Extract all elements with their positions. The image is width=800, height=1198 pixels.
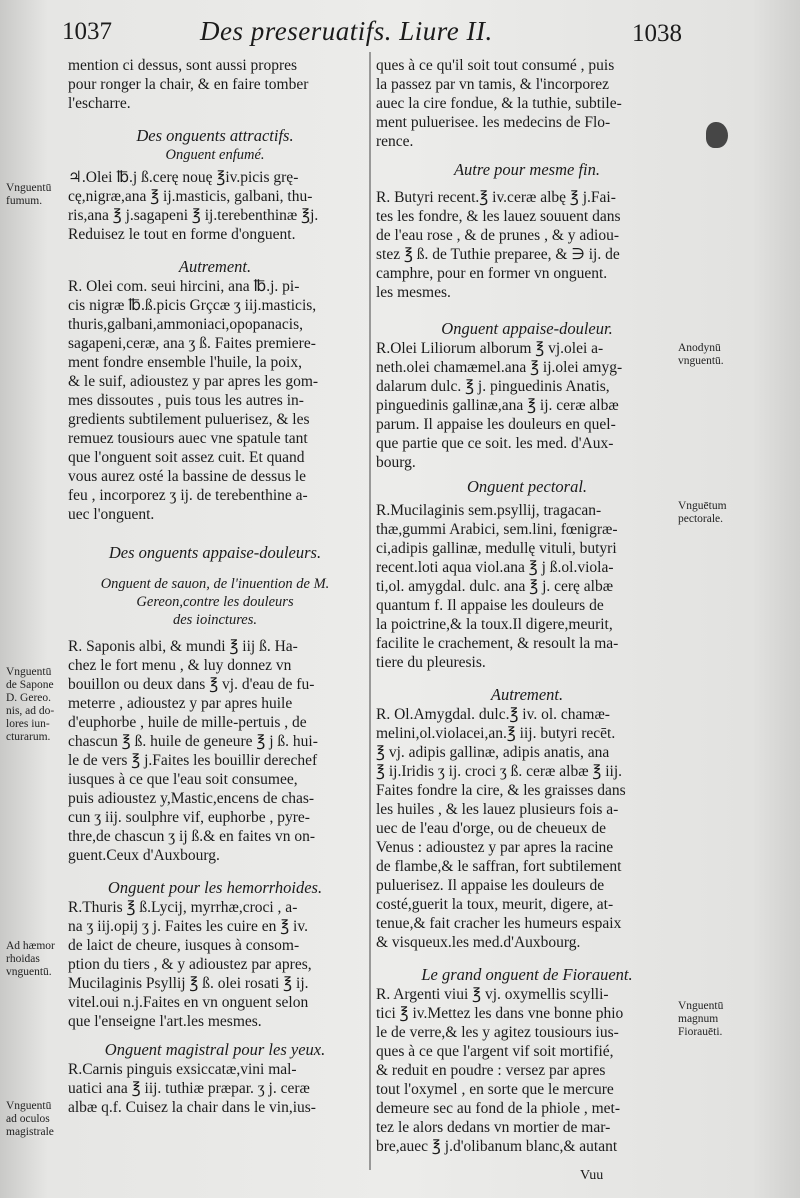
text-line: bre,auec ℥ j.d'olibanum blanc,& autant — [376, 1138, 618, 1155]
text-line: R. Argenti viui ℥ vj. oxymellis scylli- — [376, 986, 609, 1003]
margin-note-line: Fiorauēti. — [678, 1026, 723, 1038]
text-line: de flambe,& le saffran, fort subtilement — [376, 858, 622, 875]
recipe-title-sauon — [68, 575, 362, 629]
section-heading-appaise-douleurs: Des onguents appaise-douleurs. — [108, 543, 322, 562]
text-line: mes dissoutes , puis tous les autres in- — [68, 392, 304, 409]
text-line: ment fondre ensemble l'huile, la poix, — [68, 354, 302, 371]
margin-note-line: nis, ad do- — [6, 705, 55, 717]
recipe-title-appaise: Onguent appaise-douleur. — [441, 319, 613, 338]
text-line: thre,de chascun ʒ ij ß.& en faites vn on- — [68, 828, 316, 845]
recipe-text-fioravent — [376, 985, 678, 1156]
page-number-right: 1038 — [632, 20, 682, 47]
page-number-left: 1037 — [62, 18, 112, 45]
text-line: l'escharre. — [68, 95, 131, 112]
recipe-title-hemorrhoides: Onguent pour les hemorrhoides. — [107, 878, 323, 897]
text-line: tes les fondre, & les lauez souuent dans — [376, 208, 621, 225]
text-line: tici ℥ iv.Mettez les dans vne bonne phio — [376, 1005, 624, 1022]
left-column — [68, 56, 362, 1117]
margin-note-oculos — [6, 1100, 54, 1139]
recipe-title-line: des ioinctures. — [172, 612, 258, 628]
margin-note-line: de Sapone — [6, 679, 54, 691]
margin-note-line: Vnguentū — [6, 182, 52, 194]
text-line: R. Butyri recent.℥ iv.ceræ albę ℥ j.Fai- — [376, 189, 616, 206]
text-line: Reduisez le tout en forme d'onguent. — [68, 226, 296, 243]
recipe-title-autrement-1: Autrement. — [178, 257, 252, 276]
text-line: cis nigræ ℔.ß.picis Grçcæ ʒ iij.masticis, — [68, 297, 317, 314]
margin-note-line: Vnguentū — [6, 1100, 52, 1112]
text-line: R.Olei Liliorum alborum ℥ vj.olei a- — [376, 340, 604, 357]
text-line: costé,guerit la toux, meurit, digere, at- — [376, 896, 614, 913]
left-intro — [68, 56, 362, 113]
text-line: demeure sec au fond de la phiole , met- — [376, 1100, 621, 1117]
text-line: na ʒ iij.opij ʒ j. Faites les cuire en ℥ iv. — [68, 918, 308, 935]
right-intro — [376, 56, 678, 151]
text-line: uec l'onguent. — [68, 506, 155, 523]
text-line: tout l'oxymel , en sorte que le mercure — [376, 1081, 614, 1098]
text-line: bourg. — [376, 454, 416, 471]
text-line: & visqueux.les med.d'Auxbourg. — [376, 934, 581, 951]
text-line: iusques à ce que l'eau soit consumee, — [68, 771, 298, 788]
recipe-title-line: Gereon,contre les douleurs — [136, 594, 294, 610]
margin-note-line: vnguentū. — [678, 355, 724, 367]
text-line: melini,ol.violacei,an.℥ iij. butyri recēt. — [376, 725, 616, 742]
signature-mark: Vuu — [580, 1168, 604, 1183]
text-line: auec la cire fondue, & la tuthie, subtile- — [376, 95, 622, 112]
text-line: tiere du pleuresis. — [376, 654, 486, 671]
text-line: vitel.oui n.j.Faites en vn onguent selon — [68, 994, 309, 1011]
text-line: Venus : adioustez y par apres la racine — [376, 839, 614, 856]
recipe-title-line: Onguent de sauon, de l'inuention de M. — [100, 576, 330, 592]
margin-note-line: Ad hæmor — [6, 940, 55, 952]
margin-note-anodynum — [678, 342, 724, 368]
text-line: meterre , adioustez y par apres huile — [68, 695, 293, 712]
text-line: neth.olei chamæmel.ana ℥ ij.olei amyg- — [376, 359, 623, 376]
text-line: ℥ vj. adipis gallinæ, adipis anatis, ana — [376, 744, 610, 761]
text-line: puis adioustez y,Mastic,encens de chas- — [68, 790, 315, 807]
text-line: R. Ol.Amygdal. dulc.℥ iv. ol. chamæ- — [376, 706, 610, 723]
recipe-text-enfume — [68, 168, 362, 244]
text-line: la passez par vn tamis, & l'incorporez — [376, 76, 610, 93]
text-line: ris,ana ℥ j.sagapeni ℥ ij.terebenthinæ ℥j. — [68, 207, 319, 224]
running-title: Des preseruatifs. Liure II. — [200, 16, 493, 46]
text-line: ment puluerisee. les medecins de Flo- — [376, 114, 611, 131]
margin-note-line: D. Gereo. — [6, 692, 52, 704]
recipe-text-hemorrhoides — [68, 898, 362, 1031]
recipe-title-magistral: Onguent magistral pour les yeux. — [104, 1040, 326, 1059]
text-line: guent.Ceux d'Auxbourg. — [68, 847, 220, 864]
text-line: R.Mucilaginis sem.psyllij, tragacan- — [376, 502, 602, 519]
margin-note-enfume — [6, 182, 51, 208]
text-line: puluerisez. Il appaise les douleurs de — [376, 877, 605, 894]
section-heading-attractifs: Des onguents attractifs. — [136, 126, 294, 145]
text-line: ques à ce qu'il soit tout consumé , puis — [376, 57, 615, 74]
margin-note-line: pectorale. — [678, 513, 724, 525]
text-line: tez le alors dedans vn mortier de mar- — [376, 1119, 611, 1136]
margin-note-line: lores iun- — [6, 718, 50, 730]
text-line: ℥ ij.Iridis ʒ ij. croci ʒ ß. ceræ albæ ℥ iij. — [376, 763, 623, 780]
text-line: recent.loti aqua viol.ana ℥ j ß.ol.viola- — [376, 559, 614, 576]
text-line: ci,adipis gallinæ, medullę vituli, butyri — [376, 540, 617, 557]
text-line: R. Saponis albi, & mundi ℥ iij ß. Ha- — [68, 638, 298, 655]
text-line: ♃.Olei ℔.j ß.cerę nouę ℥iv.picis grę- — [68, 169, 299, 186]
recipe-text-pectoral — [376, 501, 678, 672]
text-line: dalarum dulc. ℥ j. pinguedinis Anatis, — [376, 378, 610, 395]
text-line: pinguedinis gallinæ,ana ℥ ij. ceræ albæ — [376, 397, 619, 414]
text-line: de l'eau rose , & de prunes , & y adiou- — [376, 227, 619, 244]
text-line: tenue,& fait cracher les humeurs espaix — [376, 915, 622, 932]
text-line: de laict de cheure, iusques à consom- — [68, 937, 300, 954]
text-line: uec de l'eau d'orge, ou de cheueux de — [376, 820, 606, 837]
text-line: les huiles , & les lauez plusieurs fois a- — [376, 801, 619, 818]
text-line: Mucilaginis Psyllij ℥ ß. olei rosati ℥ ij. — [68, 975, 309, 992]
recipe-title-fioravent: Le grand onguent de Fiorauent. — [421, 965, 633, 984]
margin-note-fioravent — [678, 1000, 723, 1039]
running-header — [0, 16, 800, 50]
margin-note-line: Vnguentū — [6, 666, 52, 678]
text-line: camphre, pour en former vn onguent. — [376, 265, 608, 282]
text-line: & le suif, adioustez y par apres les gom- — [68, 373, 319, 390]
text-line: gredients subtilement puluerisez, & les — [68, 411, 310, 428]
margin-note-line: vnguentū. — [6, 966, 52, 978]
text-line: facilite le crachement, & resoult la ma- — [376, 635, 619, 652]
recipe-text-sauon — [68, 637, 362, 865]
ink-blot — [706, 122, 728, 148]
text-line: les mesmes. — [376, 284, 451, 301]
text-line: sagapeni,ceræ, ana ʒ ß. Faites premiere- — [68, 335, 316, 352]
margin-note-line: Vnguētum — [678, 500, 727, 512]
recipe-text-magistral — [68, 1060, 362, 1117]
text-line: uatici ana ℥ iij. tuthiæ præpar. ʒ j. ceræ — [68, 1080, 310, 1097]
text-line: que l'enseigne l'art.les mesmes. — [68, 1013, 262, 1030]
text-line: ption du tiers , & y adioustez par apres, — [68, 956, 312, 973]
margin-note-line: magistrale — [6, 1126, 54, 1138]
margin-note-line: cturarum. — [6, 731, 51, 743]
text-line: que l'onguent soit assez cuit. Et quand — [68, 449, 305, 466]
text-line: mention ci dessus, sont aussi propres — [68, 57, 298, 74]
text-line: rence. — [376, 133, 414, 150]
text-line: remuez tousiours auec vne spatule tant — [68, 430, 308, 447]
text-line: cun ʒ iij. soulphre vif, euphorbe , pyre- — [68, 809, 310, 826]
text-line: cę,nigræ,ana ℥ ij.masticis, galbani, thu- — [68, 188, 313, 205]
margin-note-pectorale — [678, 500, 727, 526]
margin-note-hemorrhoides — [6, 940, 55, 979]
text-line: que partie que ce soit. les med. d'Aux- — [376, 435, 614, 452]
text-line: pour ronger la chair, & en faire tomber — [68, 76, 309, 93]
margin-note-line: ad oculos — [6, 1113, 50, 1125]
text-line: bouillon ou deux dans ℥ vj. d'eau de fu- — [68, 676, 315, 693]
margin-note-line: Anodynū — [678, 342, 721, 354]
text-line: parum. Il appaise les douleurs en quel- — [376, 416, 616, 433]
text-line: feu , incorporez ʒ ij. de terebenthine a- — [68, 487, 308, 504]
margin-note-line: rhoidas — [6, 953, 40, 965]
text-line: R.Thuris ℥ ß.Lycij, myrrhæ,croci , a- — [68, 899, 298, 916]
text-line: chascun ℥ ß. huile de geneure ℥ j ß. hui- — [68, 733, 318, 750]
text-line: d'euphorbe , huile de mille-pertuis , de — [68, 714, 307, 731]
text-line: thæ,gummi Arabici, sem.lini, fœnigræ- — [376, 521, 618, 538]
recipe-text-autrement-1 — [68, 277, 362, 524]
margin-note-line: magnum — [678, 1013, 719, 1025]
text-line: stez ℥ ß. de Tuthie preparee, & ∋ ij. de — [376, 246, 620, 263]
text-line: la poictrine,& la toux.Il digere,meurit, — [376, 616, 613, 633]
column-divider — [369, 52, 371, 1170]
text-line: & reduit en poudre : versez par apres — [376, 1062, 606, 1079]
text-line: quantum f. Il appaise les douleurs de — [376, 597, 604, 614]
margin-note-line: Vnguentū — [678, 1000, 724, 1012]
text-line: albæ q.f. Cuisez la chair dans le vin,ius- — [68, 1099, 316, 1116]
text-line: le de vers ℥ j.Faites les bouillir derechef — [68, 752, 318, 769]
text-line: ti,ol. amygdal. dulc. ana ℥ j. cerę albæ — [376, 578, 614, 595]
margin-note-line: fumum. — [6, 195, 43, 207]
right-column — [376, 56, 678, 1156]
text-line: ques à ce que l'argent vif soit mortifié, — [376, 1043, 614, 1060]
recipe-text-autre-fin — [376, 188, 678, 302]
text-line: R.Carnis pinguis exsiccatæ,vini mal- — [68, 1061, 297, 1078]
text-line: le de verre,& les y agitez tousiours ius- — [376, 1024, 619, 1041]
text-line: chez le fort menu , & luy donnez vn — [68, 657, 292, 674]
recipe-text-appaise — [376, 339, 678, 472]
recipe-title-pectoral: Onguent pectoral. — [466, 477, 588, 496]
recipe-title-enfume: Onguent enfumé. — [165, 147, 265, 163]
recipe-text-autrement-2 — [376, 705, 678, 952]
text-line: vous aurez osté la bassine de dessus le — [68, 468, 307, 485]
margin-note-sauon — [6, 666, 54, 744]
text-line: Faites fondre la cire, & les graisses dans — [376, 782, 626, 799]
recipe-title-autrement-2: Autrement. — [490, 685, 564, 704]
text-line: thuris,galbani,ammoniaci,opopanacis, — [68, 316, 304, 333]
text-line: R. Olei com. seui hircini, ana ℔.j. pi- — [68, 278, 300, 295]
recipe-title-autre-fin: Autre pour mesme fin. — [453, 160, 601, 179]
